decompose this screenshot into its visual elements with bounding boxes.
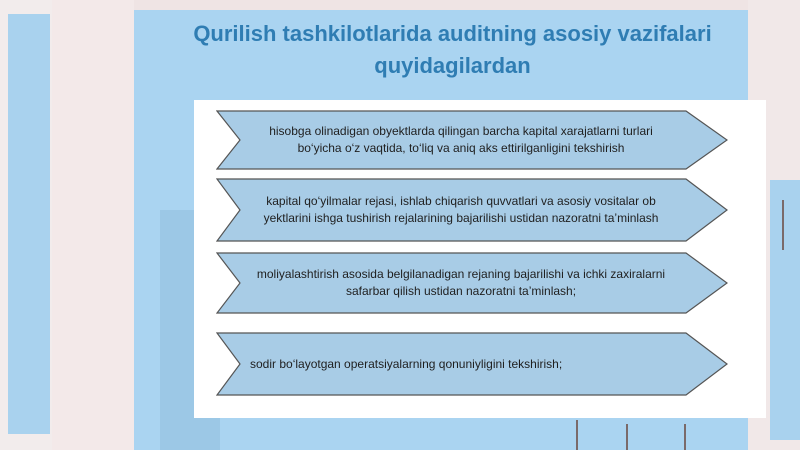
- step-text: kapital qo‘yilmalar rejasi, ishlab chiqarish quvvatlari va asosiy vositalar ob yektlarini ishga tushirish rejalarining bajarilishi ustidan nazoratni ta’minlash: [263, 194, 659, 225]
- step-text: hisobga olinadigan obyektlarda qilingan barcha kapital xarajatlarni turlari bo‘yicha o‘z vaqtida, to‘liq va aniq aks ettirilganligini tekshirish: [269, 124, 653, 155]
- step-text: sodir bo‘layotgan operatsiyalarning qonuniyligini tekshirish;: [250, 356, 563, 371]
- slide-title-line-1: Qurilish tashkilotlarida auditning asosiy vazifalari: [193, 21, 712, 46]
- slide-title-line-2: quyidagilardan: [374, 53, 531, 78]
- step-arrow-1: [216, 110, 728, 170]
- step-arrow-3: [216, 252, 728, 314]
- step-text: moliyalashtirish asosida belgilanadigan rejaning bajarilishi va ichki zaxiralarni safarbar qilish ustidan nazoratni ta’minlash;: [256, 267, 666, 298]
- background-left-window: [8, 14, 50, 434]
- background-pale-strip: [52, 0, 134, 450]
- background-pole: [626, 424, 628, 450]
- background-top-band: [134, 0, 800, 10]
- background-right-window: [770, 180, 800, 440]
- step-arrow-2: [216, 178, 728, 242]
- background-pole: [576, 420, 578, 450]
- background-pole: [782, 200, 784, 250]
- slide-title: [140, 18, 765, 82]
- background-pole: [684, 424, 686, 450]
- step-arrow-4: [216, 332, 728, 396]
